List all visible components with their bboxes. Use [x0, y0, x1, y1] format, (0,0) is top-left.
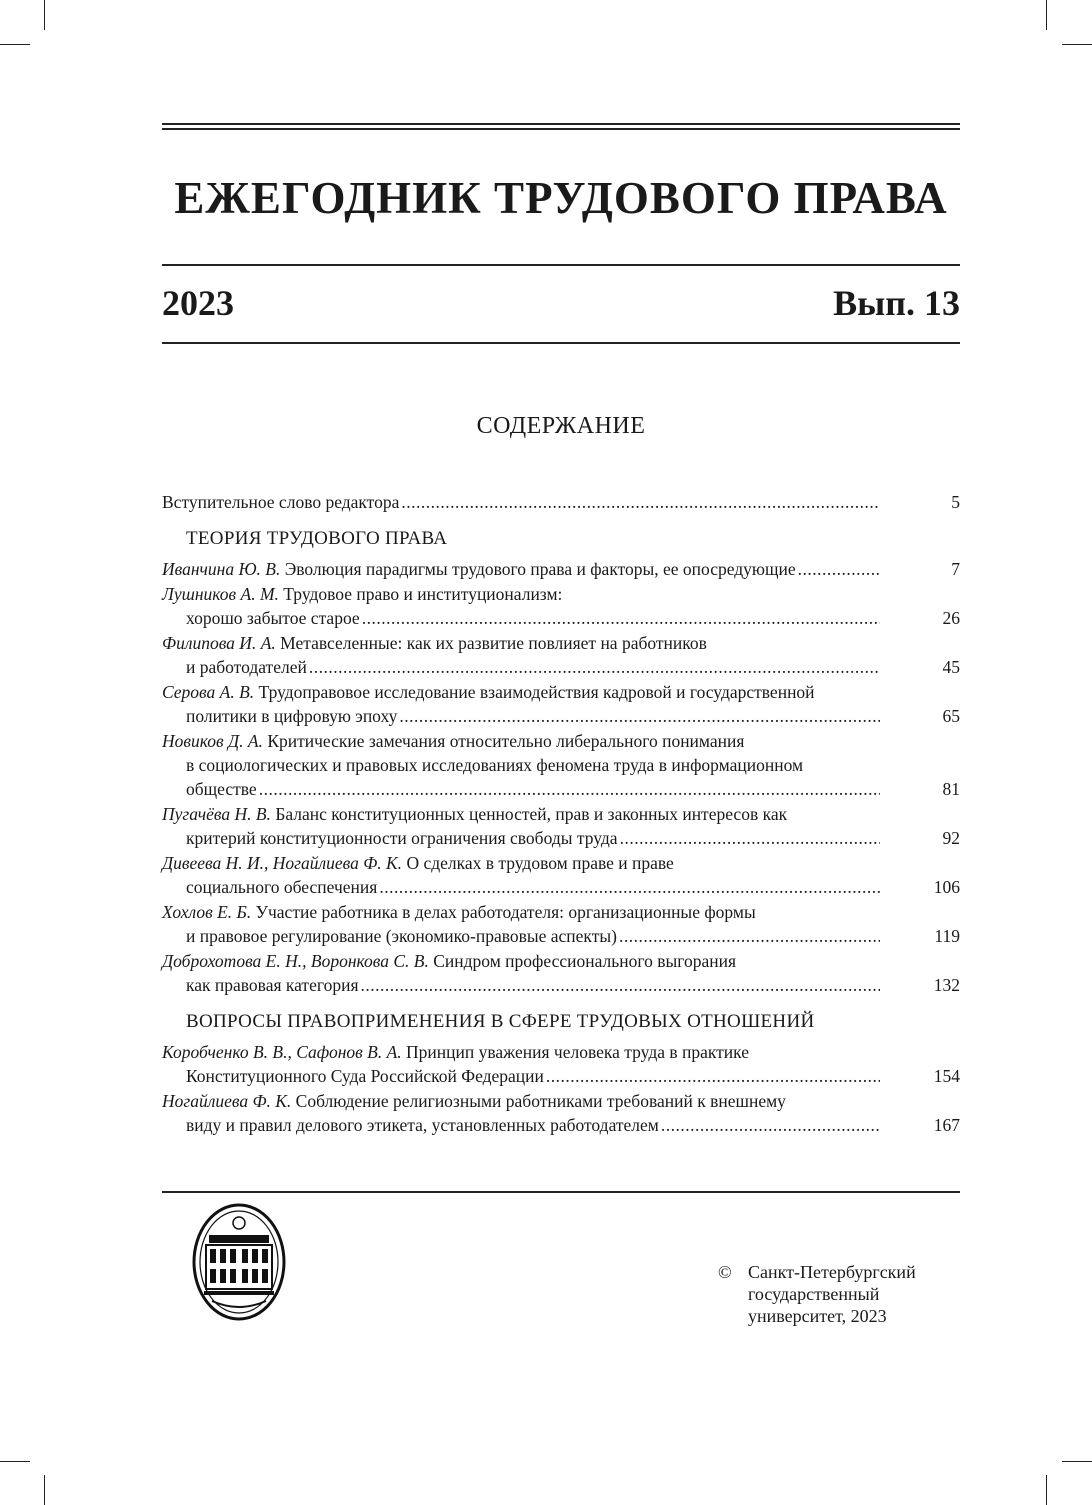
toc-entry-title: Трудоправовое исследование взаимодействия кадровой и государственной: [258, 682, 815, 702]
toc-entry-author: Лушников А. М.: [162, 584, 279, 604]
toc-entry-title: Принцип уважения человека труда в практике: [406, 1042, 750, 1062]
toc-entry-page: 45: [942, 657, 960, 677]
dot-leader: [546, 1064, 880, 1088]
header-rule: [162, 123, 960, 125]
crop-mark: [44, 0, 45, 30]
toc-entry-author: Пугачёва Н. В.: [162, 804, 271, 824]
toc-entry: [162, 631, 960, 679]
dot-leader: [309, 655, 880, 679]
toc-entry-title: в социологических и правовых исследованиях феномена труда в информационном: [186, 755, 804, 775]
toc-entry-page: 81: [942, 779, 960, 799]
toc-entry: [162, 680, 960, 728]
toc-entry-title: Метавселенные: как их развитие повлияет на работников: [280, 633, 707, 653]
toc-entry: [162, 582, 960, 630]
crop-mark: [44, 1475, 45, 1505]
toc-entry-title: Вступительное слово редактора: [162, 492, 400, 512]
toc-entry-title: Конституционного Суда Российской Федерации: [186, 1066, 544, 1086]
toc-entry-page: 92: [942, 828, 960, 848]
journal-year: 2023: [162, 283, 234, 323]
toc-entry: [162, 729, 960, 801]
dot-leader: [399, 704, 880, 728]
table-of-contents: [162, 490, 960, 1138]
journal-title: ЕЖЕГОДНИК ТРУДОВОГО ПРАВА: [174, 173, 948, 223]
crop-mark: [1046, 0, 1047, 30]
toc-entry: [162, 1040, 960, 1088]
toc-entry: [162, 1089, 960, 1137]
toc-entry-author: Иванчина Ю. В.: [162, 559, 281, 579]
dot-leader: [361, 973, 880, 997]
dot-leader: [379, 875, 880, 899]
dot-leader: [798, 557, 880, 581]
toc-entry-title: О сделках в трудовом праве и праве: [406, 853, 674, 873]
toc-entry-title: Баланс конституционных ценностей, прав и законных интересов как: [275, 804, 788, 824]
footer-rule: [162, 1191, 960, 1193]
toc-entry-title: Критические замечания относительно либерального понимания: [267, 731, 745, 751]
toc-entry: [162, 802, 960, 850]
toc-entry-title: и работодателей: [186, 657, 307, 677]
toc-entry-title: политики в цифровую эпоху: [186, 706, 398, 726]
dot-leader: [362, 606, 880, 630]
toc-entry-page: 65: [942, 706, 960, 726]
toc-entry-title: Синдром профессионального выгорания: [433, 951, 737, 971]
toc-entry-author: Коробченко В. В., Сафонов В. А.: [162, 1042, 402, 1062]
crop-mark: [0, 44, 30, 45]
toc-entry-title: Эволюция парадигмы трудового права и факторы, ее опосредующие: [284, 559, 796, 579]
crop-mark: [1062, 1461, 1092, 1462]
copyright-line: государственный: [748, 1284, 880, 1304]
toc-entry-page: 26: [942, 608, 960, 628]
toc-entry: [162, 949, 960, 997]
journal-issue: Вып. 13: [833, 283, 960, 323]
header-rule: [162, 128, 960, 130]
university-seal-logo: [192, 1203, 286, 1321]
toc-entry-title: виду и правил делового этикета, установленных работодателем: [186, 1115, 659, 1135]
copyright-symbol: ©: [718, 1262, 732, 1282]
dot-leader: [619, 924, 880, 948]
toc-entry-author: Филипова И. А.: [162, 633, 276, 653]
toc-entry-page: 167: [933, 1115, 960, 1135]
toc-entry-author: Новиков Д. А.: [162, 731, 263, 751]
toc-entry-intro: [162, 490, 960, 514]
toc-entry-page: 5: [951, 492, 960, 512]
crop-mark: [0, 1461, 30, 1462]
toc-entry-title: социального обеспечения: [186, 877, 378, 897]
toc-entry-title: как правовая категория: [186, 975, 359, 995]
toc-entry-title: Участие работника в делах работодателя: организационные формы: [255, 902, 756, 922]
toc-sections: [162, 527, 960, 1137]
toc-entry-title: Трудовое право и институционализм:: [283, 584, 563, 604]
toc-entry-title: критерий конституционности ограничения свободы труда: [186, 828, 618, 848]
copyright: [718, 1261, 916, 1327]
toc-entry-author: Дивеева Н. И., Ногайлиева Ф. К.: [162, 853, 403, 873]
toc-entry: [162, 557, 960, 581]
issue-rule: [162, 342, 960, 344]
toc-section-title: ВОПРОСЫ ПРАВОПРИМЕНЕНИЯ В СФЕРЕ ТРУДОВЫХ ОТНОШЕНИЙ: [186, 1011, 815, 1032]
toc-entry-page: 7: [951, 559, 960, 579]
toc-entry-page: 106: [933, 877, 960, 897]
toc-entry-author: Ногайлиева Ф. К.: [162, 1091, 292, 1111]
dot-leader: [620, 826, 880, 850]
toc-entry-author: Хохлов Е. Б.: [162, 902, 252, 922]
toc-entry-title: Соблюдение религиозными работниками требований к внешнему: [295, 1091, 786, 1111]
toc-section-title: ТЕОРИЯ ТРУДОВОГО ПРАВА: [186, 528, 448, 549]
dot-leader: [661, 1113, 880, 1137]
copyright-line: университет, 2023: [748, 1306, 887, 1326]
toc-entry-page: 119: [934, 926, 960, 946]
title-rule: [162, 264, 960, 266]
crop-mark: [1062, 44, 1092, 45]
contents-heading: СОДЕРЖАНИЕ: [476, 413, 646, 439]
crop-mark: [1046, 1475, 1047, 1505]
dot-leader: [401, 490, 880, 514]
toc-entry-title: и правовое регулирование (экономико-правовые аспекты): [186, 926, 617, 946]
toc-entry-author: Доброхотова Е. Н., Воронкова С. В.: [162, 951, 429, 971]
dot-leader: [259, 777, 880, 801]
toc-entry-title: хорошо забытое старое: [186, 608, 360, 628]
toc-entry-author: Серова А. В.: [162, 682, 255, 702]
toc-entry: [162, 851, 960, 899]
toc-entry-page: 132: [933, 975, 960, 995]
toc-entry-title: обществе: [186, 779, 257, 799]
toc-entry-page: 154: [933, 1066, 960, 1086]
toc-entry: [162, 900, 960, 948]
copyright-line: Санкт-Петербургский: [748, 1262, 916, 1282]
